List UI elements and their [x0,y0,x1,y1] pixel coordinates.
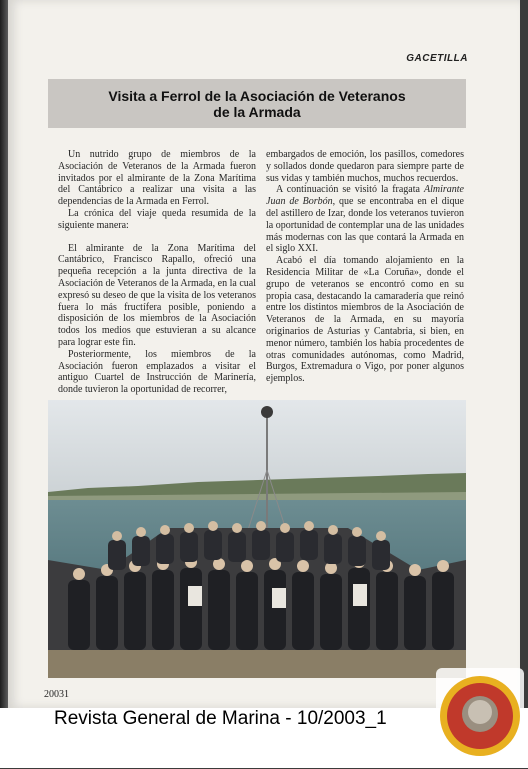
paragraph: La crónica del viaje queda resumida de la siguiente manera: [58,207,256,231]
paragraph: Posteriormente, los miembros de la Asociación fueron emplazados a visitar el antiguo Cuartel de Instrucción de Marinería, donde tuvieron la oportunidad de recorrer, [58,348,256,396]
page-code: 20031 [44,689,69,700]
watermark-seal [436,668,524,764]
seal-logo-icon [436,668,524,764]
group-photo [48,400,466,678]
article-title: Visita a Ferrol de la Asociación de Veteranos de la Armada [108,87,406,120]
ship-name: Almirante Juan de Borbón [266,184,464,208]
article-column-left [58,149,256,396]
paragraph: Un nutrido grupo de miembros de la Asociación de Veteranos de la Armada fueron invitados por el almirante de la Zona Marítima del Cantábrico a realizar una visita a las dependencias de la Armada en Ferrol. [58,149,256,208]
paragraph: El almirante de la Zona Marítima del Cantábrico, Francisco Rapallo, ofreció una pequeña recepción a la junta directiva de la Asociación de Veteranos de la Armada, en la cual expresó su deseo de que la visita de los veteranos fuera lo más fructífera posible, poniendo a disposición de los miembros de la Asociación todos los medios que estuvieran a su alcance para lograr este fin. [58,242,256,348]
group-photo-illustration [48,400,466,678]
paragraph-text: , que se encontraba en el dique del astillero de Izar, donde los veteranos tuvieron la oportunidad de contemplar una de las unidades más modernas con las que contará la Armada en el siglo XXI. [266,196,464,255]
article-title-band [48,79,466,128]
scan-binding-shadow [0,0,8,708]
paragraph-text: A continuación se visitó la fragata [276,184,424,196]
footer-caption: Revista General de Marina - 10/2003_1 [54,708,387,729]
paragraph: Acabó el día tomando alojamiento en la Residencia Militar de «La Coruña», donde el grupo de veteranos se encontró como en su propia casa, destacando la camaradería que reinó entre los distintos miembros de la Asociación de Veteranos de la Armada, en su mayoría originarios de Asturias y Cantabria, si bien, en menor número, también los había procedentes de otras comunidades autónomas, como Madrid, Burgos, Extremadura o Vigo, por poner algunos ejemplos. [266,255,464,385]
section-label: GACETILLA [406,53,468,64]
paragraph [266,184,464,255]
article-column-right [266,149,464,385]
paragraph: embargados de emoción, los pasillos, comedores y sollados donde quedaron para siempre parte de sus vidas y también muchos, muchos recuerdos. [266,149,464,184]
